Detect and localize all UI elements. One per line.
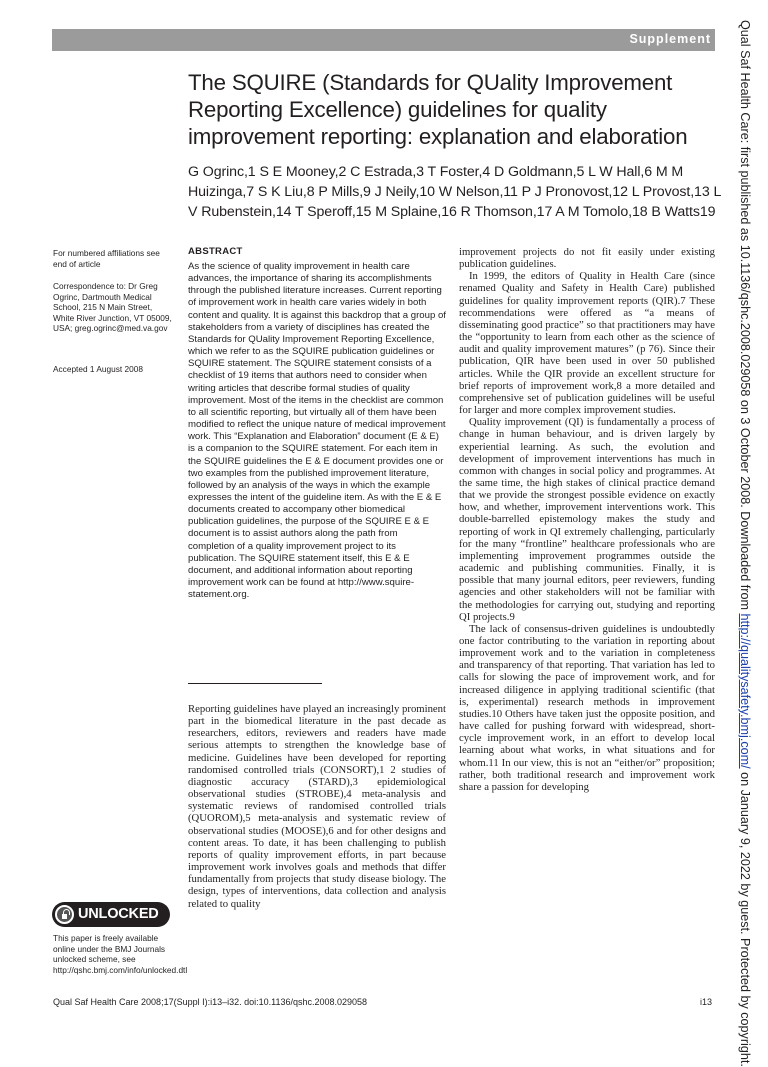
body-paragraph: Quality improvement (QI) is fundamentally a process of change in human behaviour, and is driven largely by experiential learning. As such, the evolution and development of improvement interventions has much in common with changes in social policy and programmes. At the same time, the high stakes of clinical practice demand that we provide the strongest possible evidence on exactly how, and whether, improvement interventions work. This double-barrelled epistemology makes the study and reporting of work in QI extremely challenging, particularly for the many “frontline” healthcare professionals who are implementing improvement programmes outside the academic and publishing communities. Finally, it is possible that many journal editors, peer reviewers, funding agencies and other stakeholders will not be familiar with the methodologies for carrying out, studying and reporting QI projects.9 — [459, 416, 715, 623]
correspondence-note: Correspondence to: Dr Greg Ogrinc, Dartmouth Medical School, 215 N Main Street, White River Junction, VT 05009, USA; greg.ogrinc@med.va.gov — [53, 281, 172, 334]
page-number: i13 — [699, 997, 712, 1007]
watermark-text-end: on January 9, 2022 by guest. Protected by copyright. — [738, 772, 752, 1067]
accepted-date: Accepted 1 August 2008 — [53, 364, 143, 374]
body-paragraph: In 1999, the editors of Quality in Health Care (since renamed Quality and Safety in Health Care) published guidelines for quality improvement reports (QIR).7 These recommendations were offered as “a means of disseminating good practice” so that practitioners may have the “opportunity to learn from each other as the science of audit and quality improvement matures” (p 76). Since their publication, QIR have been used in over 50 published articles. While the QIR provide an excellent structure for brief reports of improvement work,8 a more detailed and comprehensive set of publication guidelines will be useful for larger and more complex improvement studies. — [459, 270, 715, 417]
supplement-label: Supplement — [629, 32, 711, 46]
open-access-note: This paper is freely available online under the BMJ Journals unlocked scheme, see http://qshc.bmj.com/info/unlocked.dtl — [53, 933, 188, 975]
affiliations-note: For numbered affiliations see end of article — [53, 248, 160, 269]
abstract-text: As the science of quality improvement in health care advances, the importance of sharing its accomplishments through the published literature increases. Current reporting of improvement work in health care varies widely in both content and quality. It is against this backdrop that a group of stakeholders from a variety of disciplines has created the Standards for QUality Improvement Reporting Excellence, which we refer to as the SQUIRE publication guidelines or SQUIRE statement. The SQUIRE statement consists of a checklist of 19 items that authors need to consider when writing articles that describe formal studies of quality improvement. Most of the items in the checklist are common to all scientific reporting, but virtually all of them have been modified to reflect the unique nature of medical improvement work. This “Explanation and Elaboration” document (E & E) is a companion to the SQUIRE statement. For each item in the SQUIRE guidelines the E & E document provides one or two examples from the published improvement literature, followed by an analysis of the ways in which the example expresses the intent of the guideline item. As with the E & E documents created to accompany other biomedical publication guidelines, the purpose of the SQUIRE E & E document is to assist authors along the path from completion of a quality improvement project to its publication. The SQUIRE statement itself, this E & E document, and additional information about reporting improvement work can be found at http://www.squire-statement.org. — [188, 261, 446, 601]
journal-citation: Qual Saf Health Care 2008;17(Suppl I):i13–i32. doi:10.1136/qshc.2008.029058 — [53, 997, 368, 1007]
body-paragraph: The lack of consensus-driven guidelines is undoubtedly one factor contributing to the variation in reporting about improvement work and to the variation in completeness and transparency of that reporting. That variation has led to calls for slowing the pace of improvement work, and for increased diligence in applying traditional scientific (that is, experimental) research methods in improvement studies.10 Others have taken just the opposite position, and have called for pushing forward with widespread, short-cycle improvement work, in an effort to develop local learning about what works, in what situations and for whom.11 In our view, this is not an “either/or” proposition; rather, both traditional research and improvement work share a passion for developing — [459, 622, 715, 793]
supplement-banner — [52, 29, 715, 51]
abstract-divider — [188, 683, 322, 684]
body-column-right — [459, 246, 715, 793]
watermark-text-start: Qual Saf Health Care: first published as 10.1136/qshc.2008.029058 on 3 October 2008. Downloaded from — [738, 20, 752, 610]
author-list: G Ogrinc,1 S E Mooney,2 C Estrada,3 T Foster,4 D Goldmann,5 L W Hall,6 M M Huizinga,7 S K Liu,8 P Mills,9 J Neily,10 W Nelson,11 P J Pronovost,12 L Provost,13 L V Rubenstein,14 T Speroff,15 M Splaine,16 R Thomson,17 A M Tomolo,18 B Watts19 — [188, 164, 721, 220]
body-paragraph: improvement projects do not fit easily under existing publication guidelines. — [459, 246, 715, 271]
body-column-left — [188, 703, 446, 910]
journal-site-link[interactable]: http://qualitysafety.bmj.com/ — [738, 613, 752, 769]
abstract-heading: ABSTRACT — [188, 246, 243, 257]
unlocked-logo — [52, 902, 170, 927]
article-title: The SQUIRE (Standards for QUality Improvement Reporting Excellence) guidelines for quality improvement reporting: explanation and elaboration — [188, 70, 688, 150]
unlocked-logo-label: UNLOCKED — [78, 906, 159, 922]
download-watermark — [738, 20, 752, 1067]
padlock-icon — [55, 905, 74, 924]
body-paragraph: Reporting guidelines have played an increasingly prominent part in the biomedical literature in the past decade as researchers, editors, reviewers and readers have made serious attempts to strengthen the knowledge base of medicine. Guidelines have been developed for reporting randomised controlled trials (CONSORT),1 2 studies of diagnostic accuracy (STARD),3 epidemiological observational studies (STROBE),4 meta-analysis and systematic reviews of randomised controlled trials (QUOROM),5 meta-analysis and systematic review of observational studies (MOOSE),6 and for other designs and content areas. To date, it has been challenging to publish reports of quality improvement efforts, in part because improvement work involves goals and methods that differ fundamentally from projects that study disease biology. The design, types of interventions, data collection and analysis related to quality — [188, 703, 446, 910]
